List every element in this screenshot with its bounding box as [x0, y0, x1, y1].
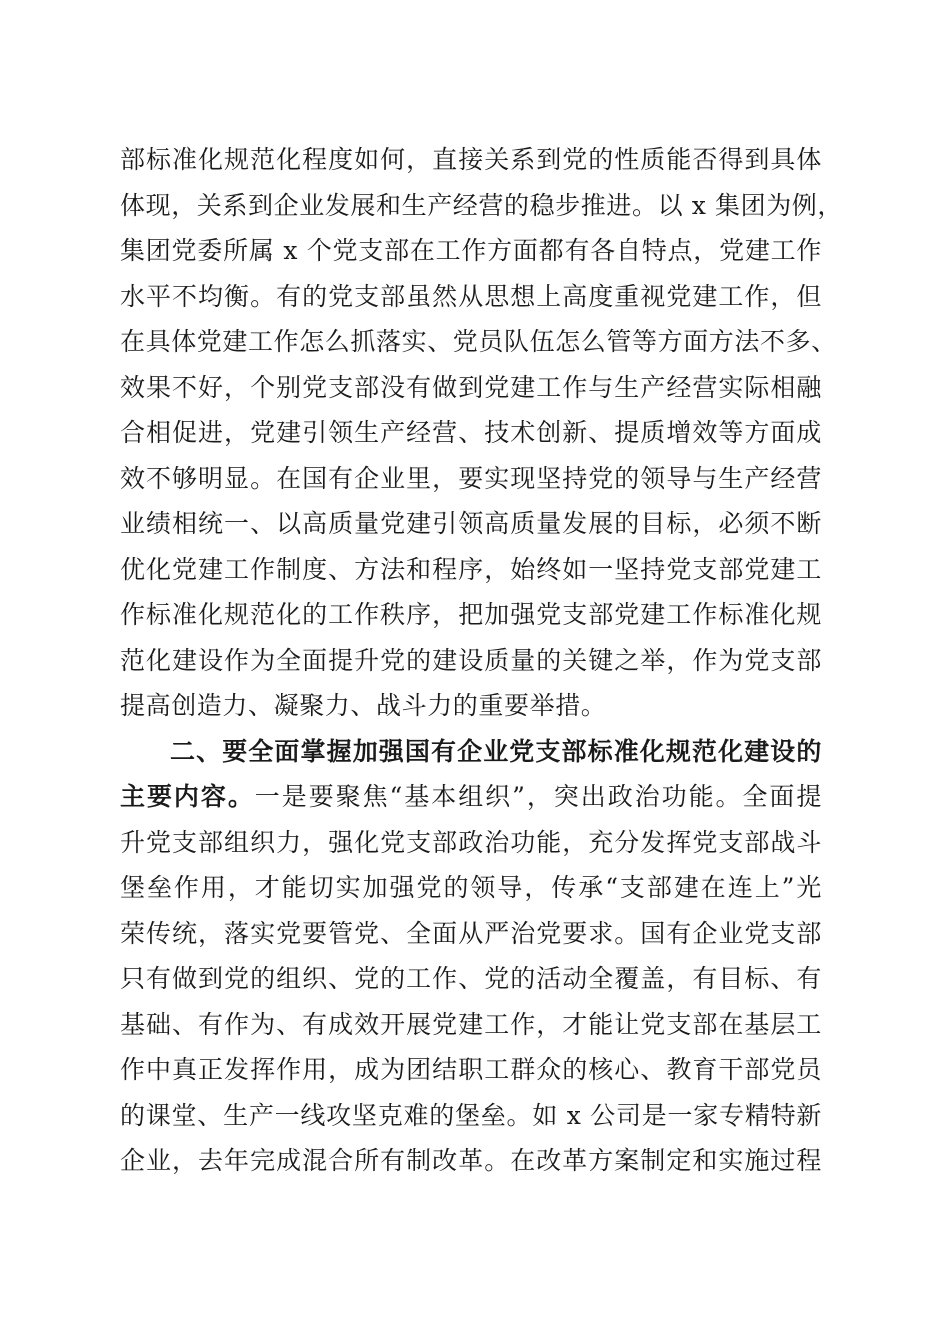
text-line: 只有做到党的组织、党的工作、党的活动全覆盖，有目标、有: [120, 964, 822, 993]
text-line: 体现，关系到企业发展和生产经营的稳步推进。以 x 集团为例，: [120, 190, 843, 220]
text-line: 部标准化规范化程度如何，直接关系到党的性质能否得到具体: [120, 145, 822, 174]
text-line-rest: 一是要聚焦“基本组织”，突出政治功能。全面提: [254, 782, 822, 811]
text-line: 优化党建工作制度、方法和程序，始终如一坚持党支部党建工: [120, 554, 822, 584]
text-line: 作中真正发挥作用，成为团结职工群众的核心、教育干部党员: [120, 1055, 822, 1084]
text-line: 作标准化规范化的工作秩序，把加强党支部党建工作标准化规: [120, 600, 822, 629]
text-line: 提高创造力、凝聚力、战斗力的重要举措。: [120, 691, 607, 720]
text-line: 集团党委所属 x 个党支部在工作方面都有各自特点，党建工作: [120, 236, 822, 265]
section-heading: 二、要全面掌握加强国有企业党支部标准化规范化建设的: [170, 736, 822, 766]
text-line: 在具体党建工作怎么抓落实、党员队伍怎么管等方面方法不多、: [120, 327, 837, 356]
paragraph-1: [120, 137, 843, 729]
text-line: [120, 774, 822, 820]
text-line: 荣传统，落实党要管党、全面从严治党要求。国有企业党支部: [120, 918, 822, 948]
text-line: 水平不均衡。有的党支部虽然从思想上高度重视党建工作，但: [120, 281, 822, 311]
text-line: 的课堂、生产一线攻坚克难的堡垒。如 x 公司是一家专精特新: [120, 1100, 822, 1130]
text-line: 效果不好，个别党支部没有做到党建工作与生产经营实际相融: [120, 372, 822, 402]
text-line: 堡垒作用，才能切实加强党的领导，传承“支部建在连上”光: [120, 873, 822, 902]
text-line: 升党支部组织力，强化党支部政治功能，充分发挥党支部战斗: [120, 827, 822, 857]
section-heading-end: 主要内容。: [120, 782, 255, 811]
paragraph-2: [120, 729, 822, 1184]
text-line: 业绩相统一、以高质量党建引领高质量发展的目标，必须不断: [120, 509, 822, 538]
text-line: 合相促进，党建引领生产经营、技术创新、提质增效等方面成: [120, 418, 822, 447]
text-line: 基础、有作为、有成效开展党建工作，才能让党支部在基层工: [120, 1009, 822, 1039]
text-line: 效不够明显。在国有企业里，要实现坚持党的领导与生产经营: [120, 463, 822, 493]
text-line: 企业，去年完成混合所有制改革。在改革方案制定和实施过程: [120, 1146, 822, 1175]
text-line: 范化建设作为全面提升党的建设质量的关键之举，作为党支部: [120, 645, 822, 675]
document-body: [120, 137, 843, 1184]
